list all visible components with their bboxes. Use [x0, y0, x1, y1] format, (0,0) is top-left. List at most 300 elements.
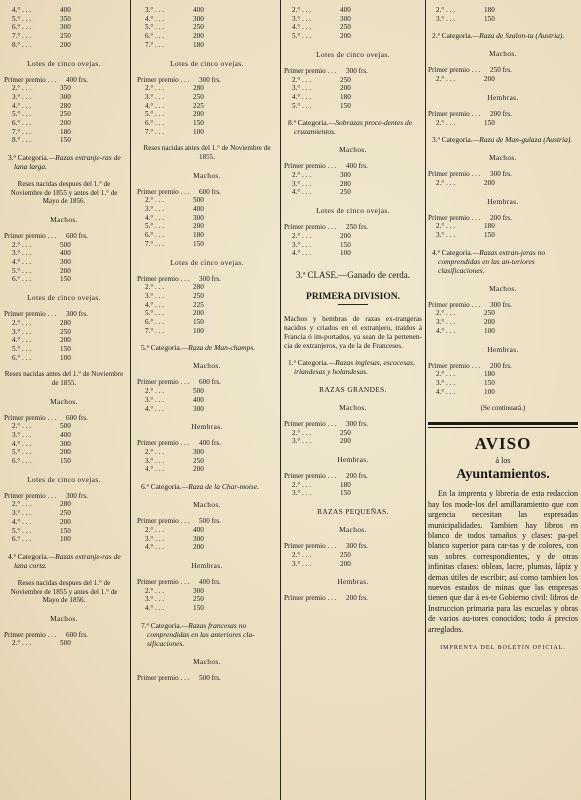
- prize-rank: 2.° . . .: [436, 309, 456, 318]
- prize-row: [284, 241, 422, 250]
- division-paragraph: Machos y hembras de razas ex-trangeras nacidos y criados en el extranjero, traidos á Francia ó im-portados, ya sean de la pertenen-cia de extranjeros, ya de la de Franceses.: [284, 313, 422, 350]
- section-caption: Machos.: [50, 613, 78, 623]
- prize-amount: 150: [193, 318, 204, 327]
- section-caption: Machos.: [50, 396, 78, 406]
- prize-list: [137, 6, 277, 50]
- prize-row: [137, 517, 277, 526]
- prize-amount: 300: [193, 534, 204, 543]
- prize-amount: 300 frs.: [199, 274, 221, 283]
- prize-rank: Primer premio . . .: [137, 577, 190, 586]
- prize-row: [428, 309, 578, 318]
- section-caption: Machos.: [339, 145, 367, 155]
- prize-row: [4, 440, 124, 449]
- prize-rank: 5.° . . .: [292, 32, 312, 41]
- prize-rank: Primer premio . . .: [4, 310, 57, 319]
- prize-rank: 2.° . . .: [145, 283, 165, 292]
- prize-amount: 150: [193, 239, 204, 248]
- prize-amount: 200 frs.: [490, 109, 512, 118]
- prize-amount: 200 frs.: [490, 213, 512, 222]
- prize-amount: 200: [340, 559, 351, 568]
- prize-row: [137, 196, 277, 205]
- prize-row: [428, 327, 578, 336]
- prize-rank: 6.° . . .: [12, 23, 32, 32]
- prize-list: [428, 301, 578, 336]
- prize-amount: 150: [193, 604, 204, 613]
- prize-rank: 3.° . . .: [436, 14, 456, 23]
- category-heading: [428, 248, 578, 275]
- prize-rank: 4.° . . .: [436, 387, 456, 396]
- prize-row: [137, 526, 277, 535]
- category-heading: [137, 343, 277, 352]
- prize-rank: 8.° . . .: [12, 40, 32, 49]
- prize-amount: 250: [193, 291, 204, 300]
- prize-rank: Primer premio . . .: [428, 300, 481, 309]
- prize-rank: 2.° . . .: [12, 422, 32, 431]
- prize-list: [284, 162, 422, 197]
- prize-row: [284, 102, 422, 111]
- prize-amount: 400: [193, 6, 204, 14]
- prize-list: [4, 310, 124, 362]
- category-number: 1.ª Categoria.: [288, 357, 329, 367]
- prize-rank: 4.° . . .: [12, 6, 32, 14]
- prize-rank: 6.° . . .: [145, 32, 165, 41]
- prize-list: [4, 492, 124, 544]
- printer-imprint: IMPRENTA DEL BOLETIN OFICIAL.: [440, 645, 566, 652]
- prize-list: [284, 594, 422, 603]
- prize-row: [137, 387, 277, 396]
- prize-rank: 3.° . . .: [12, 430, 32, 439]
- prize-row: [137, 188, 277, 197]
- prize-amount: 180: [60, 127, 71, 136]
- prize-amount: 250: [193, 92, 204, 101]
- prize-row: [137, 578, 277, 587]
- prize-rank: 5.° . . .: [12, 526, 32, 535]
- prize-rank: 4.° . . .: [145, 101, 165, 110]
- section-caption: Machos.: [193, 656, 221, 666]
- prize-rank: Primer premio . . .: [428, 109, 481, 118]
- prize-rank: 2.° . . .: [436, 222, 456, 231]
- prize-amount: 200: [60, 119, 71, 128]
- prize-amount: 180: [340, 480, 351, 489]
- prize-row: [137, 275, 277, 284]
- prize-amount: 280: [340, 179, 351, 188]
- prize-rank: 3.° . . .: [145, 92, 165, 101]
- prize-amount: 280: [60, 500, 71, 509]
- prize-list: [428, 214, 578, 240]
- prize-amount: 200: [340, 437, 351, 446]
- prize-rank: 3.° . . .: [292, 240, 312, 249]
- short-rule: [338, 304, 368, 305]
- section-caption: Lotes de cinco ovejas.: [170, 58, 244, 68]
- prize-row: [4, 128, 124, 137]
- prize-amount: 200: [193, 32, 204, 41]
- prize-list: [4, 631, 124, 648]
- prize-amount: 200: [60, 336, 71, 345]
- prize-rank: 4.° . . .: [292, 23, 312, 32]
- prize-amount: 500: [193, 196, 204, 205]
- prize-amount: 300 frs.: [490, 170, 512, 179]
- prize-rank: 5.° . . .: [145, 309, 165, 318]
- prize-amount: 400 frs.: [199, 577, 221, 586]
- prize-amount: 200: [60, 448, 71, 457]
- prize-rank: 3.° . . .: [292, 559, 312, 568]
- class-heading: 3.ª CLASE.—Ganado de cerda.: [296, 269, 410, 280]
- prize-amount: 400: [193, 395, 204, 404]
- condition-paragraph: Reses nacidas despues del 1.° de Noviembre de 1855 y antes del 1.° de Mayo de 1856.: [10, 180, 118, 206]
- prize-amount: 280: [193, 84, 204, 93]
- notice-subtitle: á los: [495, 456, 511, 466]
- prize-row: [4, 431, 124, 440]
- prize-rank: 2.° . . .: [12, 318, 32, 327]
- prize-row: [284, 93, 422, 102]
- prize-amount: 250: [340, 23, 351, 32]
- prize-rank: 2.° . . .: [145, 525, 165, 534]
- prize-list: [4, 232, 124, 284]
- continued-note: (Se continuará.): [480, 404, 526, 413]
- prize-amount: 250: [193, 595, 204, 604]
- prize-row: [137, 595, 277, 604]
- prize-list: [428, 362, 578, 397]
- prize-amount: 300: [193, 14, 204, 23]
- prize-rank: 2.° . . .: [292, 428, 312, 437]
- prize-amount: 180: [484, 222, 495, 231]
- prize-row: [284, 180, 422, 189]
- prize-list: [137, 517, 277, 552]
- prize-row: [137, 465, 277, 474]
- prize-row: [137, 102, 277, 111]
- category-number: 5.ª Categoria.: [141, 343, 182, 353]
- prize-row: [4, 336, 124, 345]
- prize-amount: 200: [340, 32, 351, 41]
- prize-amount: 300: [193, 404, 204, 413]
- prize-rank: 4.° . . .: [292, 188, 312, 197]
- prize-row: [284, 171, 422, 180]
- prize-amount: 300: [340, 171, 351, 180]
- condition-paragraph: Reses nacidas antes del 1.° de Noviembre de 1855.: [4, 370, 124, 387]
- prize-rank: 6.° . . .: [12, 353, 32, 362]
- section-caption: Machos.: [489, 283, 517, 293]
- prize-row: [137, 32, 277, 41]
- prize-row: [428, 119, 578, 128]
- prize-rank: Primer premio . . .: [428, 213, 481, 222]
- prize-list: [4, 76, 124, 146]
- prize-row: [428, 388, 578, 397]
- prize-amount: 150: [340, 101, 351, 110]
- category-title: —Raza de Man-gulaza (Austria).: [472, 135, 573, 145]
- prize-row: [284, 594, 422, 603]
- prize-row: [428, 379, 578, 388]
- column-rule: [425, 0, 426, 800]
- prize-row: [137, 457, 277, 466]
- prize-rank: 6.° . . .: [12, 535, 32, 544]
- prize-rank: 5.° . . .: [145, 222, 165, 231]
- prize-row: [284, 67, 422, 76]
- prize-rank: 4.° . . .: [436, 326, 456, 335]
- prize-rank: Primer premio . . .: [4, 491, 57, 500]
- prize-amount: 200: [60, 266, 71, 275]
- prize-rank: 3.° . . .: [436, 231, 456, 240]
- category-heading: [428, 31, 578, 40]
- prize-amount: 150: [340, 240, 351, 249]
- prize-amount: 180: [193, 40, 204, 49]
- prize-rank: 6.° . . .: [12, 457, 32, 466]
- section-caption: Machos.: [489, 49, 517, 59]
- prize-rank: 2.° . . .: [292, 480, 312, 489]
- prize-row: [284, 232, 422, 241]
- condition-paragraph: Reses nacidas despues del 1.° de Noviembre de 1855 y antes del 1.° de Mayo de 1856.: [10, 578, 118, 605]
- prize-amount: 300: [193, 213, 204, 222]
- prize-row: [428, 15, 578, 24]
- prize-row: [137, 448, 277, 457]
- prize-rank: 6.° . . .: [145, 318, 165, 327]
- prize-row: [137, 205, 277, 214]
- prize-amount: 300: [60, 258, 71, 267]
- prize-row: [137, 23, 277, 32]
- prize-row: [428, 362, 578, 371]
- prize-rank: 2.° . . .: [12, 84, 32, 93]
- prize-amount: 600 frs.: [66, 413, 88, 422]
- prize-row: [428, 222, 578, 231]
- prize-list: [137, 275, 277, 336]
- prize-row: [137, 283, 277, 292]
- prize-row: [137, 119, 277, 128]
- section-caption: Machos.: [193, 361, 221, 371]
- prize-amount: 225: [193, 300, 204, 309]
- prize-amount: 150: [484, 118, 495, 127]
- prize-rank: 2.° . . .: [292, 75, 312, 84]
- prize-amount: 280: [60, 318, 71, 327]
- prize-amount: 200: [340, 231, 351, 240]
- prize-row: [284, 437, 422, 446]
- prize-rank: 3.° . . .: [145, 6, 165, 14]
- prize-amount: 350: [60, 84, 71, 93]
- section-caption: Lotes de cinco ovejas.: [316, 49, 390, 59]
- prize-row: [4, 110, 124, 119]
- prize-amount: 300: [193, 447, 204, 456]
- prize-rank: 5.° . . .: [12, 110, 32, 119]
- prize-rank: 2.° . . .: [12, 500, 32, 509]
- prize-rank: 5.° . . .: [145, 23, 165, 32]
- prize-row: [137, 327, 277, 336]
- prize-amount: 400 frs.: [346, 162, 368, 171]
- prize-rank: 4.° . . .: [145, 213, 165, 222]
- prize-row: [284, 551, 422, 560]
- prize-row: [4, 414, 124, 423]
- prize-amount: 500: [193, 387, 204, 396]
- prize-row: [4, 93, 124, 102]
- prize-row: [428, 66, 578, 75]
- prize-row: [4, 102, 124, 111]
- prize-list: [284, 223, 422, 258]
- section-caption: RAZAS PEQUEÑAS.: [317, 507, 389, 517]
- prize-amount: 200: [340, 84, 351, 93]
- prize-row: [137, 318, 277, 327]
- prize-amount: 200: [484, 178, 495, 187]
- section-caption: Machos.: [193, 170, 221, 180]
- prize-amount: 150: [484, 378, 495, 387]
- prize-row: [4, 6, 124, 15]
- prize-row: [428, 301, 578, 310]
- prize-row: [4, 267, 124, 276]
- prize-row: [137, 439, 277, 448]
- prize-rank: 7.° . . .: [12, 127, 32, 136]
- prize-amount: 300: [340, 14, 351, 23]
- prize-row: [284, 76, 422, 85]
- column-1: [4, 6, 124, 796]
- column-2: [137, 6, 277, 796]
- prize-amount: 400: [60, 249, 71, 258]
- prize-row: [284, 162, 422, 171]
- section-caption: Machos.: [50, 214, 78, 224]
- prize-rank: 5.° . . .: [12, 344, 32, 353]
- prize-amount: 400: [60, 6, 71, 14]
- prize-row: [137, 15, 277, 24]
- category-title: —Razas francesas no comprendidas en las anteriores cla-sificaciones.: [147, 620, 255, 648]
- prize-rank: 4.° . . .: [145, 404, 165, 413]
- column-4: [428, 6, 578, 796]
- prize-rank: 2.° . . .: [292, 231, 312, 240]
- prize-rank: 2.° . . .: [436, 118, 456, 127]
- prize-rank: Primer premio . . .: [428, 170, 481, 179]
- prize-row: [428, 179, 578, 188]
- prize-rank: Primer premio . . .: [428, 361, 481, 370]
- prize-rank: 8.° . . .: [12, 136, 32, 145]
- prize-rank: 4.° . . .: [145, 300, 165, 309]
- prize-amount: 600 frs.: [66, 231, 88, 240]
- prize-rank: 3.° . . .: [436, 378, 456, 387]
- section-caption: Lotes de cinco ovejas.: [27, 293, 101, 303]
- notice-addressee: Ayuntamientos.: [456, 467, 550, 483]
- prize-list: [4, 6, 124, 50]
- prize-row: [4, 345, 124, 354]
- prize-amount: 350: [60, 14, 71, 23]
- prize-amount: 300: [60, 439, 71, 448]
- prize-amount: 100: [60, 353, 71, 362]
- prize-row: [4, 232, 124, 241]
- prize-rank: 2.° . . .: [436, 178, 456, 187]
- prize-amount: 150: [340, 489, 351, 498]
- prize-amount: 300: [60, 23, 71, 32]
- prize-rank: 6.° . . .: [12, 275, 32, 284]
- prize-row: [137, 378, 277, 387]
- prize-amount: 200 frs.: [346, 594, 368, 603]
- prize-row: [4, 275, 124, 284]
- condition-paragraph: Reses nacidas antes del 1.° de Noviembre de 1855.: [143, 144, 271, 162]
- prize-row: [284, 249, 422, 258]
- prize-rank: 2.° . . .: [145, 387, 165, 396]
- prize-rank: Primer premio . . .: [4, 630, 57, 639]
- prize-amount: 600 frs.: [66, 630, 88, 639]
- prize-row: [4, 354, 124, 363]
- notice-body: En la imprenta y libreria de esta redaccion hay los mode-los del amillaramiento que con urgencia necesitan las espresadas municipalidades. Tambien hay libros en blanco de todos tamaños y clases: pa-pel blanco superior para car-tas y de colores, con sus sobres correspondientes, y de otras infinitas clases: obleas, lacre, plumas, lápiz y demas útiles de escribir; así como tambien los nuevos estados de minas que las empresas tienen que dar á es-te Gobierno civil: libros de Instruccion primaria para las escuelas y obras de varios au-tores conocidos; todo á precios arreglados.: [428, 489, 578, 634]
- prize-list: [284, 542, 422, 568]
- prize-list: [137, 76, 277, 137]
- prize-amount: 200: [193, 110, 204, 119]
- prize-row: [4, 500, 124, 509]
- prize-amount: 200: [193, 222, 204, 231]
- notice-rule-heavy: [428, 422, 578, 425]
- category-number: 6.ª Categoria.: [141, 482, 182, 492]
- prize-amount: 150: [60, 275, 71, 284]
- prize-amount: 250: [340, 75, 351, 84]
- prize-row: [137, 110, 277, 119]
- prize-amount: 100: [193, 127, 204, 136]
- prize-row: [137, 84, 277, 93]
- prize-amount: 500: [60, 240, 71, 249]
- prize-list: [137, 378, 277, 413]
- prize-row: [428, 231, 578, 240]
- prize-row: [284, 6, 422, 15]
- prize-rank: Primer premio . . .: [4, 413, 57, 422]
- prize-list: [428, 170, 578, 187]
- category-heading: [137, 621, 277, 648]
- prize-rank: 3.° . . .: [145, 595, 165, 604]
- prize-row: [137, 76, 277, 85]
- prize-row: [137, 292, 277, 301]
- prize-amount: 300 frs.: [490, 300, 512, 309]
- prize-rank: 2.° . . .: [145, 447, 165, 456]
- prize-list: [137, 578, 277, 613]
- prize-rank: 5.° . . .: [12, 14, 32, 23]
- prize-row: [284, 420, 422, 429]
- prize-row: [137, 543, 277, 552]
- prize-rank: 4.° . . .: [145, 14, 165, 23]
- prize-row: [4, 457, 124, 466]
- prize-rank: Primer premio . . .: [284, 419, 337, 428]
- prize-rank: Primer premio . . .: [137, 517, 190, 526]
- prize-amount: 250: [60, 110, 71, 119]
- prize-row: [137, 405, 277, 414]
- prize-row: [4, 492, 124, 501]
- prize-rank: Primer premio . . .: [284, 66, 337, 75]
- prize-rank: 3.° . . .: [12, 509, 32, 518]
- section-caption: Hembras.: [337, 577, 369, 587]
- section-caption: Lotes de cinco ovejas.: [316, 206, 390, 216]
- prize-row: [137, 674, 277, 683]
- prize-rank: Primer premio . . .: [284, 223, 337, 232]
- section-caption: Hembras.: [487, 344, 519, 354]
- prize-amount: 150: [60, 344, 71, 353]
- prize-rank: 2.° . . .: [145, 196, 165, 205]
- prize-row: [284, 429, 422, 438]
- prize-rank: 2.° . . .: [292, 6, 312, 14]
- prize-rank: 2.° . . .: [436, 370, 456, 379]
- prize-amount: 300: [193, 586, 204, 595]
- prize-amount: 200: [193, 543, 204, 552]
- prize-rank: Primer premio . . .: [137, 75, 190, 84]
- section-caption: Hembras.: [487, 92, 519, 102]
- prize-row: [4, 448, 124, 457]
- prize-row: [428, 110, 578, 119]
- prize-amount: 250 frs.: [346, 223, 368, 232]
- prize-amount: 300 frs.: [346, 419, 368, 428]
- prize-rank: 4.° . . .: [145, 543, 165, 552]
- prize-rank: 4.° . . .: [12, 517, 32, 526]
- prize-row: [284, 15, 422, 24]
- prize-rank: 3.° . . .: [145, 534, 165, 543]
- prize-amount: 400 frs.: [66, 75, 88, 84]
- section-caption: Machos.: [193, 500, 221, 510]
- section-caption: Lotes de cinco ovejas.: [27, 58, 101, 68]
- category-number: 7.ª Categoria.: [141, 620, 182, 630]
- category-number: 8.ª Categoria.: [288, 118, 329, 128]
- prize-row: [284, 23, 422, 32]
- prize-rank: Primer premio . . .: [137, 187, 190, 196]
- prize-list: [4, 414, 124, 466]
- prize-amount: 250: [60, 509, 71, 518]
- prize-rank: 3.° . . .: [292, 84, 312, 93]
- prize-rank: 6.° . . .: [12, 119, 32, 128]
